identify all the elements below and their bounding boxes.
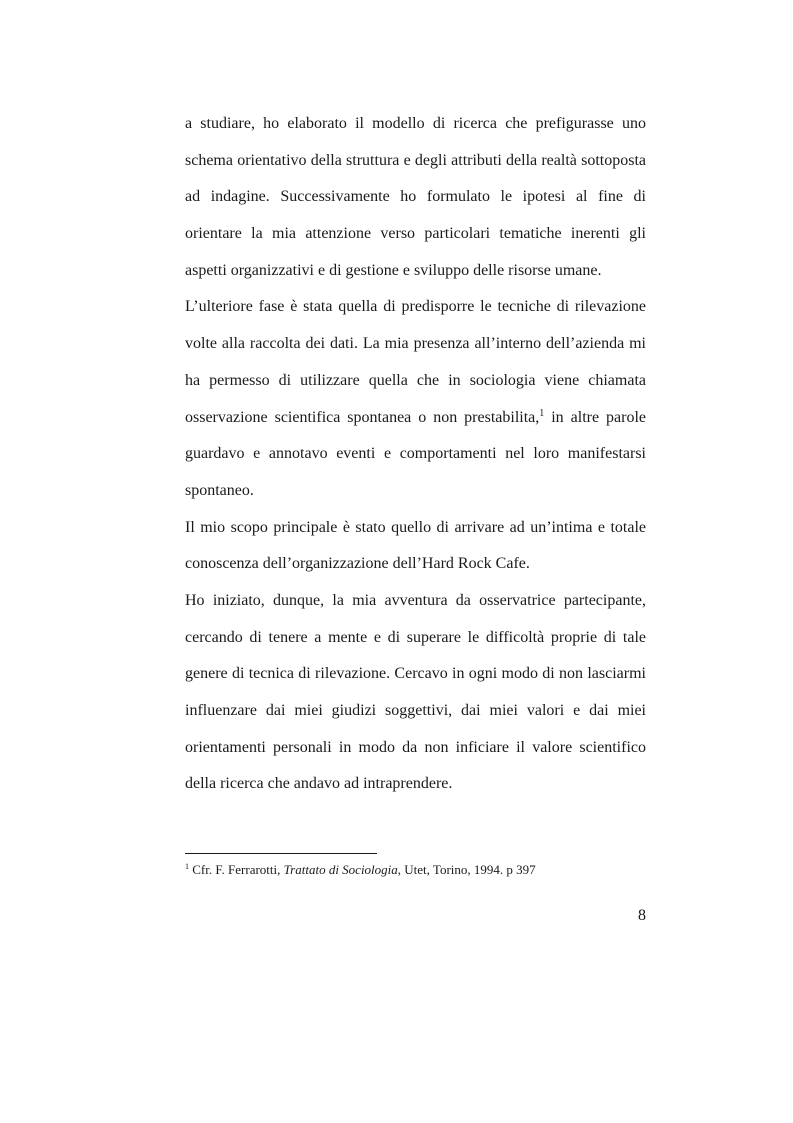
- footnote-separator: [185, 853, 377, 854]
- paragraph-2: [185, 289, 646, 509]
- text-line: orientamenti personali in modo da non inficiare il valore scientifico: [185, 738, 646, 756]
- paragraph-4: [185, 583, 646, 803]
- text-line: ha permesso di utilizzare quella che in sociologia viene chiamata: [185, 371, 646, 389]
- footnote-reference[interactable]: 1: [539, 407, 545, 419]
- text-line: Il mio scopo principale è stato quello di arrivare ad un’intima e totale: [185, 518, 646, 536]
- footnote-prefix: Cfr. F. Ferrarotti,: [189, 862, 284, 877]
- text-line: L’ulteriore fase è stata quella di predisporre le tecniche di rilevazione: [185, 298, 646, 316]
- text-line: a studiare, ho elaborato il modello di ricerca che prefigurasse uno: [185, 115, 646, 132]
- text-line: aspetti organizzativi e di gestione e sviluppo delle risorse umane.: [185, 261, 602, 279]
- text-line: schema orientativo della struttura e degli attributi della realtà sottoposta: [185, 151, 646, 169]
- text-line: volte alla raccolta dei dati. La mia presenza all’interno dell’azienda mi: [185, 335, 646, 353]
- footnote-book-title: Trattato di Sociologia: [283, 862, 398, 877]
- footnote-number: 1: [185, 862, 189, 871]
- text-segment: in altre parole: [544, 408, 647, 426]
- text-line: Ho iniziato, dunque, la mia avventura da osservatrice partecipante,: [185, 591, 646, 609]
- text-line: ad indagine. Successivamente ho formulato le ipotesi al fine di: [185, 188, 646, 206]
- text-line-with-footnote-ref: [185, 400, 646, 437]
- text-line: orientare la mia attenzione verso particolari tematiche inerenti gli: [185, 225, 646, 243]
- body-text: [185, 106, 646, 803]
- text-segment: osservazione scientifica spontanea o non prestabilita,: [185, 408, 540, 426]
- text-line: della ricerca che andavo ad intraprendere.: [185, 775, 453, 793]
- text-line: spontaneo.: [185, 481, 254, 499]
- footnote: [185, 861, 646, 879]
- text-line: guardavo e annotavo eventi e comportamenti nel loro manifestarsi: [185, 445, 646, 463]
- text-line: conoscenza dell’organizzazione dell’Hard Rock Cafe.: [185, 555, 530, 573]
- footnote-suffix: , Utet, Torino, 1994. p 397: [397, 862, 536, 877]
- text-line: influenzare dai miei giudizi soggettivi, dai miei valori e dai miei: [185, 702, 646, 719]
- text-line: genere di tecnica di rilevazione. Cercavo in ogni modo di non lasciarmi: [185, 665, 646, 683]
- text-line: cercando di tenere a mente e di superare le difficoltà proprie di tale: [185, 628, 646, 646]
- page-number: 8: [638, 907, 646, 924]
- paragraph-1: [185, 106, 646, 289]
- paragraph-3: [185, 510, 646, 583]
